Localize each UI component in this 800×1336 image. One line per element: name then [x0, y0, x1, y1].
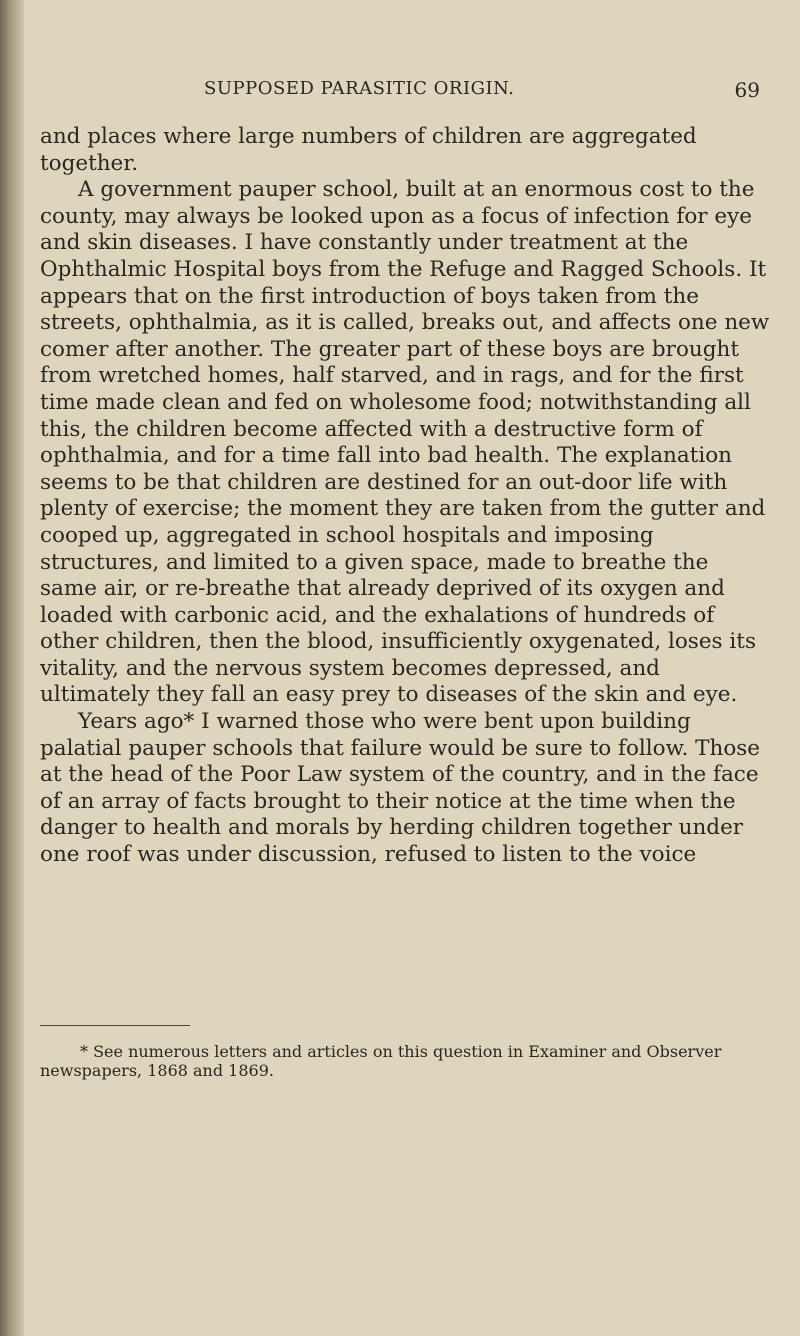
paragraph-continued: and places where large numbers of children are aggregated together.: [40, 124, 697, 176]
paragraph-years-ago: Years ago* I warned those who were bent upon building palatial pauper schools that failure would be sure to follow. Those at the head of the Poor Law system of the country, and in the face of an array of facts brought to their notice at the time when the danger to health and morals by herding children together under one roof was under discussion, refused to listen to the voice: [40, 709, 761, 868]
page-number: 69: [734, 78, 760, 102]
body-text: [40, 124, 770, 869]
footnote: * See numerous letters and articles on this question in Examiner and Observer newspapers, 1868 and 1869.: [40, 1042, 722, 1080]
paragraph-pauper-school: A government pauper school, built at an enormous cost to the county, may always be looked upon as a focus of infection for eye and skin diseases. I have constantly under treatment at the Ophthalmic Hospital boys from the Refuge and Ragged Schools. It appears that on the first introduction of boys taken from the streets, ophthalmia, as it is called, breaks out, and affects one new comer after another. The greater part of these boys are brought from wretched homes, half starved, and in rags, and for the first time made clean and fed on wholesome food; notwithstanding all this, the children become affected with a destructive form of ophthalmia, and for a time fall into bad health. The explanation seems to be that children are destined for an out-door life with plenty of exercise; the moment they are taken from the gutter and cooped up, aggregated in school hospitals and imposing structures, and limited to a given space, made to breathe the same air, or re-breathe that already deprived of its oxygen and loaded with carbonic acid, and the exhalations of hundreds of other children, then the blood, insufficiently oxygenated, loses its vitality, and the nervous system becomes depressed, and ultimately they fall an easy prey to diseases of the skin and eye.: [40, 177, 770, 708]
footnote-rule: [40, 1025, 190, 1026]
page-header: [204, 78, 760, 108]
running-head: SUPPOSED PARASITIC ORIGIN.: [204, 78, 515, 99]
page-gutter-shadow: [0, 0, 24, 1336]
